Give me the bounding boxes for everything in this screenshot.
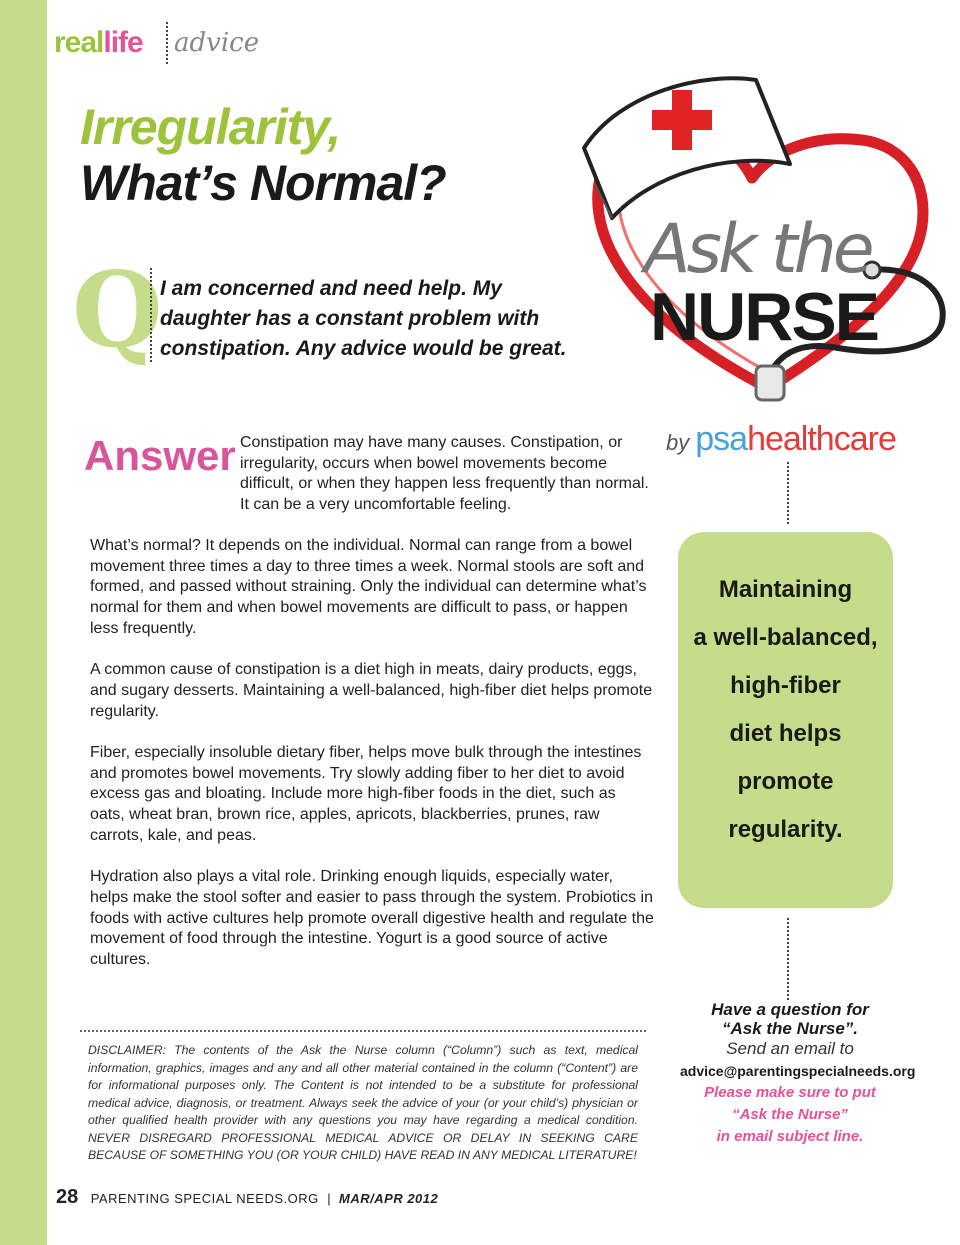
answer-intro: Constipation may have many causes. Constipation, or irregularity, occurs when bowel movements become difficult, or when they happen less frequently than normal. It can be a very uncomfortable feeling. — [240, 434, 649, 514]
page-number: 28 — [56, 1186, 79, 1208]
pull-quote-line: regularity. — [728, 816, 843, 843]
contact-note-line2: “Ask the Nurse” — [732, 1106, 848, 1123]
article-title-line2: What’s Normal? — [80, 155, 446, 211]
contact-send: Send an email to — [726, 1039, 854, 1058]
brand-healthcare: healthcare — [747, 420, 896, 458]
sponsor-by: by — [666, 430, 690, 455]
vertical-dots-top — [787, 462, 789, 524]
answer-paragraph: Hydration also plays a vital role. Drinking enough liquids, especially water, helps make the stool softer and easier to pass through the system. Probiotics in foods with active cultures help promote overall digestive health and regulate the movement of food through the intestine. Yogurt is a good source of active cultures. — [90, 868, 654, 969]
section-advice: advice — [174, 28, 260, 58]
question-letter: Q — [72, 248, 163, 371]
pull-quote-line: Maintaining — [718, 576, 853, 603]
pull-quote-line: diet helps — [729, 720, 842, 747]
section-life: life — [103, 26, 143, 59]
ask-the-nurse-logo — [576, 70, 960, 410]
pull-quote-line: a well-balanced, — [693, 624, 878, 651]
contact-note-line3: in email subject line. — [716, 1128, 864, 1145]
logo-ask-text: Ask the — [644, 210, 871, 289]
pull-quote-line: high-fiber — [730, 672, 841, 699]
question-text: I am concerned and need help. My daughter has a constant problem with constipation. Any advice would be great. — [160, 277, 567, 360]
disclaimer-divider — [80, 1030, 646, 1032]
article-title-line1: Irregularity, — [80, 99, 341, 155]
page-footer — [56, 1186, 438, 1209]
contact-question-line1: Have a question for — [711, 1000, 869, 1019]
answer-label: Answer — [84, 432, 236, 479]
contact-question-line2: “Ask the Nurse”. — [721, 1019, 859, 1038]
footer-site: PARENTING SPECIAL NEEDS.ORG — [90, 1191, 319, 1206]
sponsor-line — [666, 420, 896, 459]
footer-separator: | — [327, 1191, 331, 1206]
pull-quote-box — [678, 532, 893, 908]
section-reallife — [54, 26, 143, 60]
answer-paragraph: What’s normal? It depends on the individual. Normal can range from a bowel movement three times a day to three times a week. Normal stools are soft and formed, and passed without straining. Only the individual can determine what’s normal for them and when bowel movements are difficult to pass, or happen less frequently. — [90, 537, 647, 637]
question-divider — [150, 268, 152, 362]
answer-paragraph: Fiber, especially insoluble dietary fiber, helps move bulk through the intestines and promotes bowel movements. Try slowly adding fiber to her diet to avoid excess gas and bloating. Include more high-fiber foods in the diet, such as oats, wheat bran, brown rice, apples, apricots, blackberries, prunes, raw carrots, kale, and peas. — [90, 744, 642, 844]
section-divider — [166, 22, 168, 64]
disclaimer-text: DISCLAIMER: The contents of the Ask the Nurse column (“Column”) such as text, medical information, graphics, images and any and all other material contained in the column (“Content”) are for informational purposes only. The Content is not intended to be a substitute for professional medical advice, diagnosis, or treatment. Always seek the advice of your (or your child’s) physician or other qualified health provider with any questions you may have regarding a medical condition. NEVER DISREGARD PROFESSIONAL MEDICAL ADVICE OR DELAY IN SEEKING CARE BECAUSE OF SOMETHING YOU (OR YOUR CHILD) HAVE READ IN ANY MEDICAL LITERATURE! — [88, 1043, 638, 1162]
logo-nurse-text: NURSE — [650, 279, 879, 355]
left-accent-bar — [0, 0, 47, 1245]
section-real: real — [54, 26, 104, 59]
contact-note-line1: Please make sure to put — [704, 1084, 876, 1101]
contact-email-link[interactable]: advice@parentingspecialneeds.org — [680, 1063, 916, 1079]
pull-quote-line: promote — [737, 768, 834, 795]
footer-issue: MAR/APR 2012 — [339, 1191, 439, 1206]
stethoscope-chestpiece — [756, 366, 784, 400]
answer-body — [90, 536, 654, 991]
answer-paragraph: A common cause of constipation is a diet high in meats, dairy products, eggs, and sugary desserts. Maintaining a well-balanced, high-fiber diet helps promote regularity. — [90, 661, 653, 720]
contact-info — [680, 1000, 916, 1148]
brand-psa: psa — [695, 420, 748, 458]
vertical-dots-bottom — [787, 918, 789, 1000]
